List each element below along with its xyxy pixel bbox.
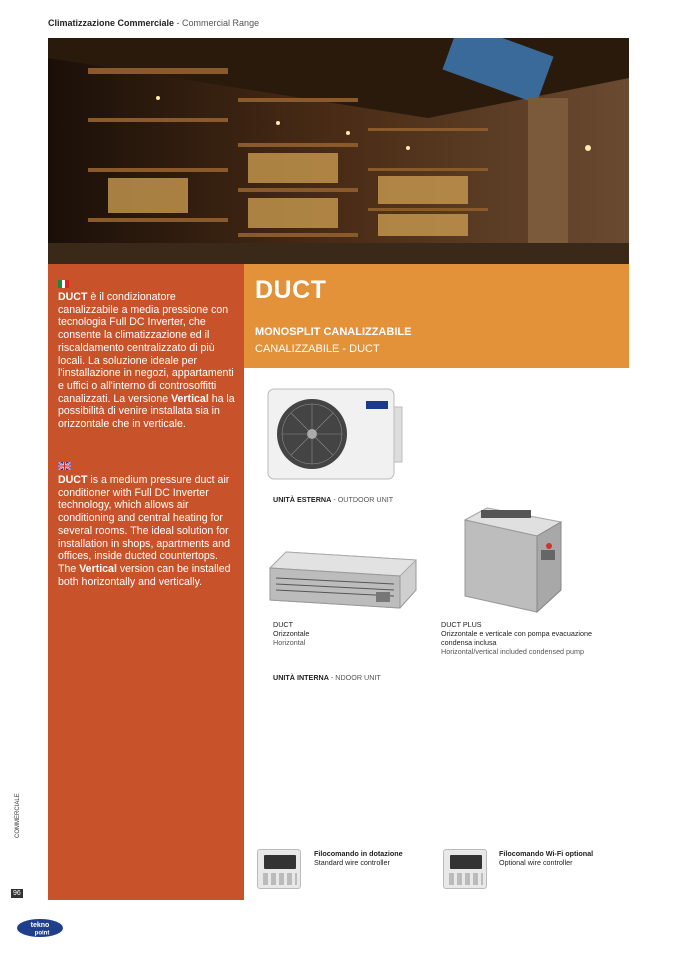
controller-1-en: Standard wire controller xyxy=(314,858,390,867)
lead-en: DUCT xyxy=(58,474,88,486)
duct-unit-image xyxy=(266,548,420,620)
bold-en: Vertical xyxy=(79,562,117,575)
italy-flag-icon xyxy=(58,280,69,288)
product-title: DUCT xyxy=(255,276,327,304)
duct-plus-en: Horizontal/vertical included condensed pump xyxy=(441,647,585,656)
outdoor-unit-label xyxy=(273,495,393,504)
duct-plus-unit-image xyxy=(461,506,565,616)
logo-text-1: tekno xyxy=(30,922,50,929)
text-en-2: version can be installed both horizontally and vertically. xyxy=(58,562,231,588)
controller-2-it: Filocomando Wi-Fi optional xyxy=(499,849,594,858)
page-header xyxy=(48,18,259,28)
duct-plus-caption xyxy=(441,620,621,656)
page-number: 96 xyxy=(13,890,21,897)
outdoor-unit-image xyxy=(266,387,406,483)
uk-flag-icon xyxy=(58,462,71,470)
tekno-point-logo xyxy=(16,917,64,939)
duct-plus-name: DUCT PLUS xyxy=(441,620,482,629)
text-it-1: è il condizionatore canalizzabile a media pressione con tecnologia Full DC Inverter, che consente la climatizzazione ed il riscaldamento centralizzato di più locali. La soluzione ideale per l'installazione in negozi, appartamenti e uffici o all'interno di controsoffitti canalizzati. La versione xyxy=(58,291,234,405)
standard-controller-image xyxy=(257,849,301,889)
controller-1-it: Filocomando in dotazione xyxy=(314,849,403,858)
duct-en: Horizontal xyxy=(273,638,306,647)
indoor-unit-label-it: UNITÀ INTERNA xyxy=(273,673,329,682)
title-box xyxy=(244,264,629,368)
controller-1-caption xyxy=(314,849,403,867)
controller-2-en: Optional wire controller xyxy=(499,858,573,867)
text-en-1: is a medium pressure duct air conditioner with Full DC Inverter technology, which allows air conditioning and central heating for several rooms. The ideal solution for installation in shops, apartments and offices, inside ducted countertops. The xyxy=(58,474,230,575)
product-subtitle-it: MONOSPLIT CANALIZZABILE xyxy=(255,326,412,338)
header-section: Climatizzazione Commerciale xyxy=(48,18,175,28)
header-range: Commercial Range xyxy=(182,18,260,28)
duct-caption xyxy=(273,620,309,647)
text-it-2: ha la possibilità di venire installata sia in orizzontale che in verticale. xyxy=(58,392,235,431)
duct-name: DUCT xyxy=(273,620,293,629)
indoor-unit-label-en: - NDOOR UNIT xyxy=(328,673,381,682)
header-separator: - xyxy=(174,18,183,28)
controller-2-caption xyxy=(499,849,593,867)
lead-it: DUCT xyxy=(58,291,88,303)
bold-it: Vertical xyxy=(171,392,209,405)
description-panel xyxy=(48,264,244,900)
indoor-unit-label xyxy=(273,673,381,682)
bar-photo xyxy=(48,38,629,264)
logo-text-2: point xyxy=(34,930,50,937)
description-italian xyxy=(58,291,238,431)
duct-it: Orizzontale xyxy=(273,629,310,638)
product-subtitle-en: CANALIZZABILE - DUCT xyxy=(255,343,380,355)
outdoor-unit-label-it: UNITÀ ESTERNA xyxy=(273,495,332,504)
section-side-label: COMMERCIALE xyxy=(15,793,21,838)
duct-plus-it: Orizzontale e verticale con pompa evacuazione condensa inclusa xyxy=(441,629,593,647)
description-english xyxy=(58,474,238,588)
outdoor-unit-label-en: - OUTDOOR UNIT xyxy=(331,495,394,504)
wifi-controller-image xyxy=(443,849,487,889)
